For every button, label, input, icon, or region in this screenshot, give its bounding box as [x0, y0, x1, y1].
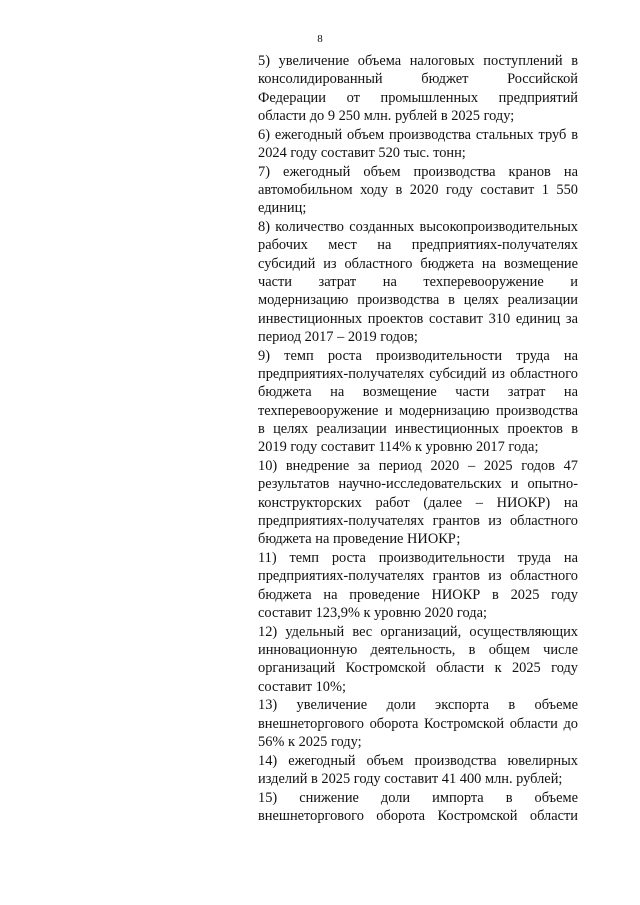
- page-number: 8: [317, 33, 323, 45]
- list-item-7: 7) ежегодный объем производства кранов на автомобильном ходу в 2020 году составит 1 550 единиц;: [258, 163, 578, 217]
- list-item-11: 11) темп роста производительности труда на предприятиях-получателях грантов из областного бюджета на проведение НИОКР в 2025 году составит 123,9% к уровню 2020 года;: [258, 550, 578, 621]
- list-item-8: 8) количество созданных высокопроизводительных рабочих мест на предприятиях-получателях субсидий из областного бюджета на возмещение части затрат на техперевооружение и модернизацию производства в целях реализации инвестиционных проектов составит 310 единиц за период 2017 – 2019 годов;: [258, 219, 578, 345]
- list-item-5: 5) увеличение объема налоговых поступлений в консолидированный бюджет Российской Федерации от промышленных предприятий области до 9 250 млн. рублей в 2025 году;: [258, 53, 578, 124]
- list-item-12: 12) удельный вес организаций, осуществляющих инновационную деятельность, в общем числе организаций Костромской области к 2025 году составит 10%;: [258, 623, 578, 695]
- list-item-13: 13) увеличение доли экспорта в объеме внешнеторгового оборота Костромской области до 56% к 2025 году;: [258, 697, 578, 750]
- list-item-15: 15) снижение доли импорта в объеме внешнеторгового оборота Костромской области: [258, 789, 578, 825]
- list-item-6: 6) ежегодный объем производства стальных труб в 2024 году составит 520 тыс. тонн;: [258, 126, 578, 161]
- list-item-9: 9) темп роста производительности труда на предприятиях-получателях субсидий из областного бюджета на возмещение части затрат на техперевооружение и модернизацию производства в целях реализации инвестиционных проектов в 2019 году составит 114% к уровню 2017 года;: [258, 347, 578, 456]
- list-item-14: 14) ежегодный объем производства ювелирных изделий в 2025 году составит 41 400 млн. рублей;: [258, 752, 578, 788]
- document-body: [258, 52, 578, 826]
- list-item-10: 10) внедрение за период 2020 – 2025 годов 47 результатов научно-исследовательских и опытно-конструкторских работ (далее – НИОКР) на предприятиях-получателях грантов из областного бюджета на проведение НИОКР;: [258, 458, 578, 548]
